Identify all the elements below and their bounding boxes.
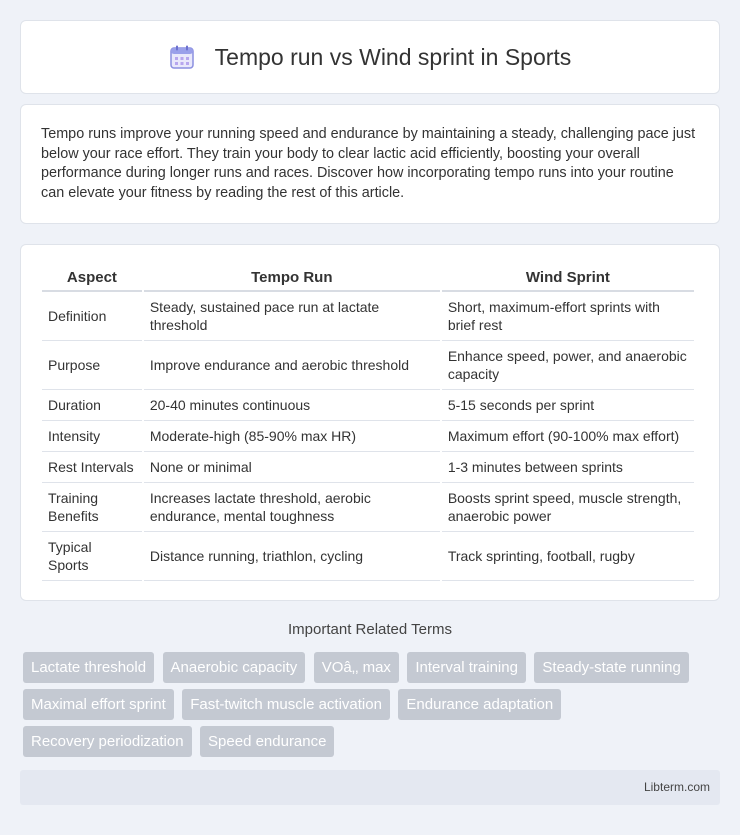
- related-terms-list: [23, 652, 723, 763]
- term-tag[interactable]: Steady-state running: [534, 652, 688, 683]
- table-row: [42, 341, 694, 390]
- table-header-row: [42, 264, 694, 292]
- table-row: [42, 390, 694, 421]
- header-aspect: Aspect: [42, 264, 142, 292]
- calendar-icon: [169, 44, 195, 70]
- row-tempo-run: Distance running, triathlon, cycling: [144, 532, 440, 581]
- footer-site-link[interactable]: Libterm.com: [643, 780, 710, 794]
- row-aspect: Training Benefits: [42, 483, 142, 532]
- row-aspect: Rest Intervals: [42, 452, 142, 483]
- comparison-table: [40, 264, 696, 581]
- title-card: [20, 20, 720, 94]
- related-terms-heading: Important Related Terms: [288, 621, 452, 638]
- term-tag[interactable]: Lactate threshold: [23, 652, 154, 683]
- row-aspect: Duration: [42, 390, 142, 421]
- row-aspect: Intensity: [42, 421, 142, 452]
- row-wind-sprint: Boosts sprint speed, muscle strength, anaerobic power: [442, 483, 694, 532]
- row-wind-sprint: Maximum effort (90-100% max effort): [442, 421, 694, 452]
- comparison-card: [20, 244, 720, 601]
- row-tempo-run: 20-40 minutes continuous: [144, 390, 440, 421]
- footer: [20, 770, 720, 805]
- row-tempo-run: Moderate-high (85-90% max HR): [144, 421, 440, 452]
- term-tag[interactable]: Speed endurance: [200, 726, 334, 757]
- intro-paragraph: Tempo runs improve your running speed and endurance by maintaining a steady, challenging pace just below your race effort. They train your body to clear lactic acid efficiently, boosting your overall performance during longer runs and races. Discover how incorporating tempo runs into your routine can elevate your fitness by reading the rest of this article.: [41, 126, 696, 201]
- row-wind-sprint: Enhance speed, power, and anaerobic capacity: [442, 341, 694, 390]
- row-wind-sprint: Short, maximum-effort sprints with brief rest: [442, 292, 694, 341]
- table-row: [42, 292, 694, 341]
- row-tempo-run: None or minimal: [144, 452, 440, 483]
- row-tempo-run: Increases lactate threshold, aerobic endurance, mental toughness: [144, 483, 440, 532]
- term-tag[interactable]: Recovery periodization: [23, 726, 192, 757]
- term-tag[interactable]: Fast-twitch muscle activation: [182, 689, 390, 720]
- table-row: [42, 483, 694, 532]
- table-row: [42, 452, 694, 483]
- intro-card: [20, 104, 720, 224]
- row-tempo-run: Steady, sustained pace run at lactate threshold: [144, 292, 440, 341]
- row-aspect: Definition: [42, 292, 142, 341]
- row-wind-sprint: Track sprinting, football, rugby: [442, 532, 694, 581]
- row-wind-sprint: 5-15 seconds per sprint: [442, 390, 694, 421]
- row-aspect: Purpose: [42, 341, 142, 390]
- term-tag[interactable]: Anaerobic capacity: [163, 652, 306, 683]
- row-aspect: Typical Sports: [42, 532, 142, 581]
- row-tempo-run: Improve endurance and aerobic threshold: [144, 341, 440, 390]
- header-tempo-run: Tempo Run: [144, 264, 440, 292]
- row-wind-sprint: 1-3 minutes between sprints: [442, 452, 694, 483]
- term-tag[interactable]: Maximal effort sprint: [23, 689, 174, 720]
- header-wind-sprint: Wind Sprint: [442, 264, 694, 292]
- term-tag[interactable]: VOâ‚‚ max: [314, 652, 399, 683]
- table-row: [42, 421, 694, 452]
- term-tag[interactable]: Interval training: [407, 652, 526, 683]
- page-title: Tempo run vs Wind sprint in Sports: [214, 43, 572, 70]
- term-tag[interactable]: Endurance adaptation: [398, 689, 561, 720]
- table-row: [42, 532, 694, 581]
